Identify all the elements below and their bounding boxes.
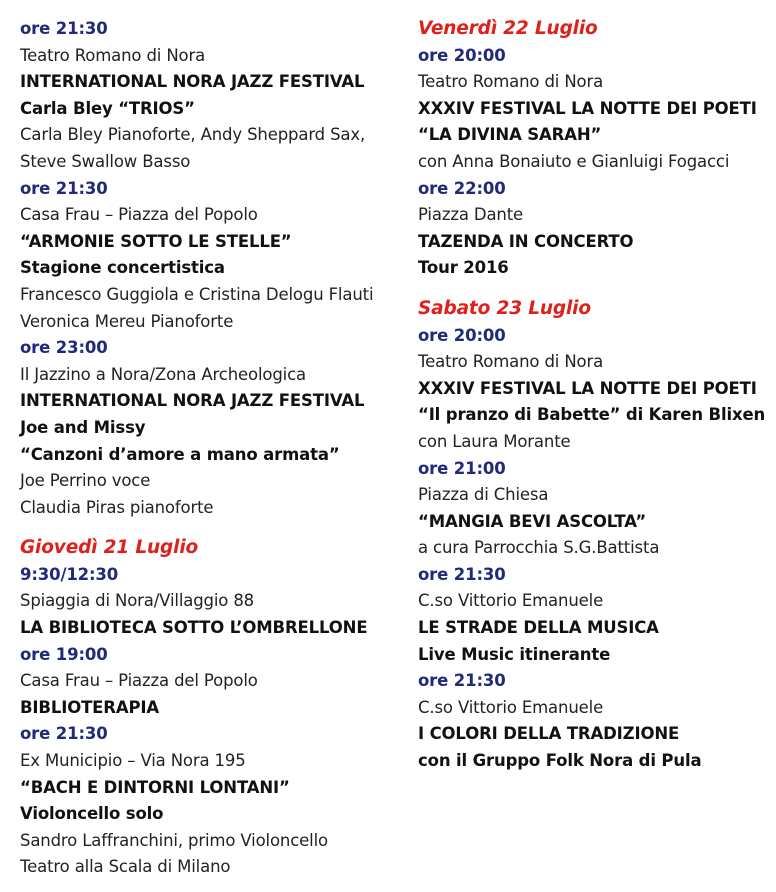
day-heading: Sabato 23 Luglio xyxy=(418,297,591,319)
event-time: ore 19:00 xyxy=(20,644,108,664)
event-title: “Il pranzo di Babette” di Karen Blixen xyxy=(418,405,766,425)
event-description: Teatro alla Scala di Milano xyxy=(20,857,231,877)
event-description: Francesco Guggiola e Cristina Delogu Flauti xyxy=(20,284,374,304)
event-title: con il Gruppo Folk Nora di Pula xyxy=(418,751,702,771)
section-spacer xyxy=(20,521,405,535)
event-time: ore 23:00 xyxy=(20,338,108,358)
event-time: ore 21:30 xyxy=(418,671,506,691)
event-time: ore 20:00 xyxy=(418,325,506,345)
event-title: LA BIBLIOTECA SOTTO L’OMBRELLONE xyxy=(20,618,368,638)
event-title: Live Music itinerante xyxy=(418,644,611,664)
event-time: ore 22:00 xyxy=(418,178,506,198)
event-venue: Piazza Dante xyxy=(418,205,524,225)
event-venue: Teatro Romano di Nora xyxy=(20,45,206,65)
event-time: ore 21:30 xyxy=(20,178,108,198)
event-time: 9:30/12:30 xyxy=(20,564,119,584)
event-title: Joe and Missy xyxy=(20,417,146,437)
event-title: XXXIV FESTIVAL LA NOTTE DEI POETI xyxy=(418,378,757,398)
event-description: con Anna Bonaiuto e Gianluigi Fogacci xyxy=(418,151,730,171)
event-description: Sandro Laffranchini, primo Violoncello xyxy=(20,830,328,850)
event-venue: Teatro Romano di Nora xyxy=(418,72,604,92)
event-description: Carla Bley Pianoforte, Andy Sheppard Sax, xyxy=(20,125,366,145)
event-title: LE STRADE DELLA MUSICA xyxy=(418,618,659,638)
event-title: “BACH E DINTORNI LONTANI” xyxy=(20,777,290,797)
event-time: ore 21:30 xyxy=(20,19,108,38)
event-title: I COLORI DELLA TRADIZIONE xyxy=(418,724,680,744)
event-title: BIBLIOTERAPIA xyxy=(20,697,160,717)
day-heading: Giovedì 21 Luglio xyxy=(20,537,199,559)
event-description: Veronica Mereu Pianoforte xyxy=(20,311,234,331)
event-venue: Casa Frau – Piazza del Popolo xyxy=(20,205,258,225)
event-title: Violoncello solo xyxy=(20,804,164,824)
event-description: a cura Parrocchia S.G.Battista xyxy=(418,538,660,558)
event-time: ore 20:00 xyxy=(418,45,506,65)
event-title: INTERNATIONAL NORA JAZZ FESTIVAL xyxy=(20,72,365,92)
event-title: Carla Bley “TRIOS” xyxy=(20,98,195,118)
event-description: con Laura Morante xyxy=(418,431,571,451)
event-title: Stagione concertistica xyxy=(20,258,225,278)
left-column xyxy=(20,16,405,881)
event-venue: C.so Vittorio Emanuele xyxy=(418,697,604,717)
event-title: XXXIV FESTIVAL LA NOTTE DEI POETI xyxy=(418,98,757,118)
right-column xyxy=(418,16,768,775)
event-title: TAZENDA IN CONCERTO xyxy=(418,231,634,251)
event-venue: Spiaggia di Nora/Villaggio 88 xyxy=(20,591,255,611)
event-title: Tour 2016 xyxy=(418,258,509,278)
event-venue: Casa Frau – Piazza del Popolo xyxy=(20,671,258,691)
event-description: Steve Swallow Basso xyxy=(20,151,191,171)
event-venue: Ex Municipio – Via Nora 195 xyxy=(20,751,246,771)
event-venue: Teatro Romano di Nora xyxy=(418,352,604,372)
event-description: Joe Perrino voce xyxy=(20,471,151,491)
event-time: ore 21:30 xyxy=(20,724,108,744)
event-time: ore 21:00 xyxy=(418,458,506,478)
event-title: “MANGIA BEVI ASCOLTA” xyxy=(418,511,647,531)
event-title: “Canzoni d’amore a mano armata” xyxy=(20,444,340,464)
event-title: INTERNATIONAL NORA JAZZ FESTIVAL xyxy=(20,391,365,411)
event-description: Claudia Piras pianoforte xyxy=(20,497,214,517)
section-spacer xyxy=(418,282,768,296)
event-title: “ARMONIE SOTTO LE STELLE” xyxy=(20,231,292,251)
day-heading: Venerdì 22 Luglio xyxy=(418,18,598,39)
event-venue: Il Jazzino a Nora/Zona Archeologica xyxy=(20,364,306,384)
event-venue: C.so Vittorio Emanuele xyxy=(418,591,604,611)
event-time: ore 21:30 xyxy=(418,564,506,584)
event-venue: Piazza di Chiesa xyxy=(418,485,549,505)
event-title: “LA DIVINA SARAH” xyxy=(418,125,602,145)
